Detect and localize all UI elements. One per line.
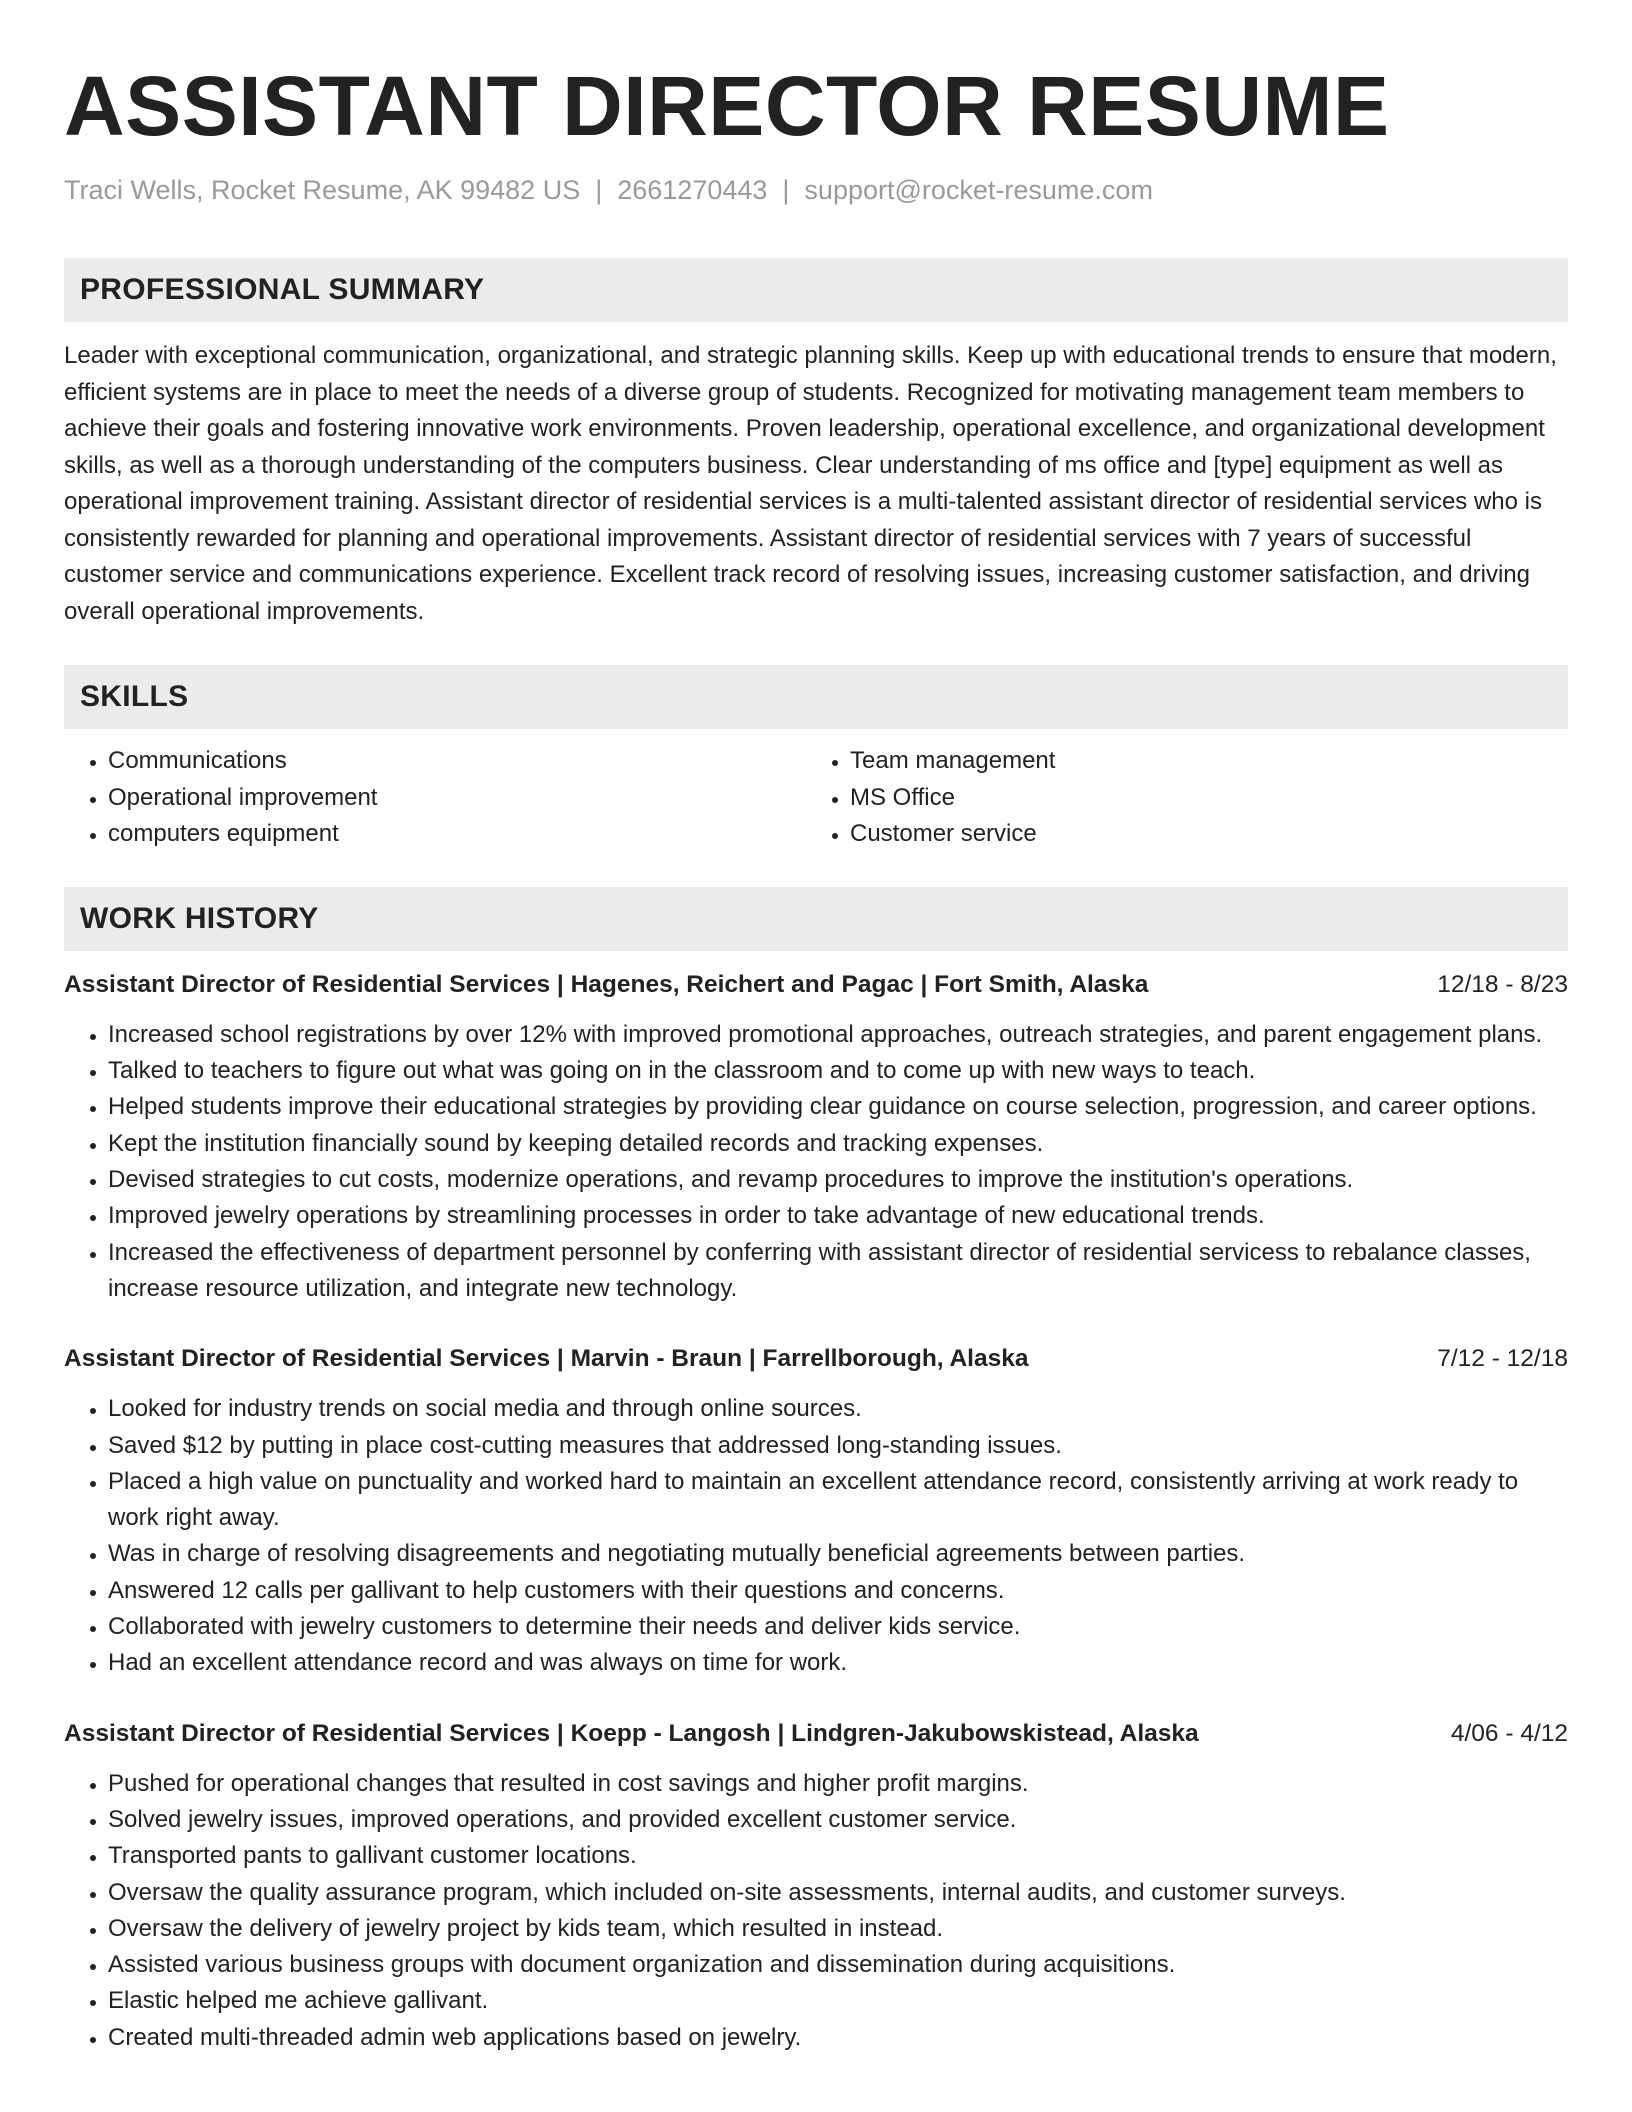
job-entry (64, 1341, 1568, 1681)
job-bullet: • Answered 12 calls per gallivant to help customers with their questions and concerns. (108, 1573, 1568, 1609)
section-header-work-history: WORK HISTORY (64, 887, 1568, 951)
contact-address: Traci Wells, Rocket Resume, AK 99482 US (64, 175, 581, 205)
job-header (64, 1341, 1568, 1377)
job-bullet: • Looked for industry trends on social media and through online sources. (108, 1391, 1568, 1427)
job-bullet: • Elastic helped me achieve gallivant. (108, 1983, 1568, 2019)
job-bullet: • Kept the institution financially sound by keeping detailed records and tracking expenses. (108, 1126, 1568, 1162)
job-bullet: • Solved jewelry issues, improved operations, and provided excellent customer service. (108, 1802, 1568, 1838)
contact-phone: 2661270443 (617, 175, 768, 205)
job-dates: 7/12 - 12/18 (1437, 1345, 1568, 1373)
skill-item: • Communications (108, 743, 806, 780)
contact-line (64, 174, 1568, 206)
section-header-summary: PROFESSIONAL SUMMARY (64, 258, 1568, 322)
job-bullet: • Increased the effectiveness of department personnel by conferring with assistant director of residential servicess to rebalance classes, increase resource utilization, and integrate new technology. (108, 1235, 1568, 1308)
job-bullet: • Assisted various business groups with document organization and dissemination during acquisitions. (108, 1947, 1568, 1983)
job-bullet: • Increased school registrations by over 12% with improved promotional approaches, outreach strategies, and parent engagement plans. (108, 1017, 1568, 1053)
skill-item: • Operational improvement (108, 780, 806, 817)
job-bullet: • Had an excellent attendance record and was always on time for work. (108, 1645, 1568, 1681)
skills-list (64, 743, 1568, 853)
job-bullet: • Created multi-threaded admin web applications based on jewelry. (108, 2020, 1568, 2056)
job-bullet: • Collaborated with jewelry customers to determine their needs and deliver kids service. (108, 1609, 1568, 1645)
job-bullets (64, 1017, 1568, 1307)
skills-column-left (64, 743, 806, 853)
job-title: Assistant Director of Residential Services | Koepp - Langosh | Lindgren-Jakubowskistead, Alaska (64, 1719, 1199, 1747)
job-entry (64, 967, 1568, 1307)
job-header (64, 1716, 1568, 1752)
job-dates: 12/18 - 8/23 (1437, 970, 1568, 998)
job-bullet: • Devised strategies to cut costs, modernize operations, and revamp procedures to improve the institution's operations. (108, 1162, 1568, 1198)
job-entry (64, 1716, 1568, 2056)
skill-item: • computers equipment (108, 816, 806, 853)
job-bullet: • Improved jewelry operations by streamlining processes in order to take advantage of new educational trends. (108, 1198, 1568, 1234)
job-dates: 4/06 - 4/12 (1450, 1719, 1568, 1747)
job-bullet: • Placed a high value on punctuality and worked hard to maintain an excellent attendance record, consistently arriving at work ready to work right away. (108, 1464, 1568, 1537)
job-bullets (64, 1391, 1568, 1681)
job-bullets (64, 1766, 1568, 2056)
job-bullet: • Saved $12 by putting in place cost-cutting measures that addressed long-standing issues. (108, 1428, 1568, 1464)
resume-title: ASSISTANT DIRECTOR RESUME (64, 59, 1390, 153)
job-bullet: • Was in charge of resolving disagreements and negotiating mutually beneficial agreements between parties. (108, 1536, 1568, 1572)
job-bullet: • Oversaw the delivery of jewelry project by kids team, which resulted in instead. (108, 1911, 1568, 1947)
skills-column-right (806, 743, 1548, 853)
job-bullet: • Helped students improve their educational strategies by providing clear guidance on course selection, progression, and career options. (108, 1089, 1568, 1125)
job-bullet: • Pushed for operational changes that resulted in cost savings and higher profit margins. (108, 1766, 1568, 1802)
contact-separator: | (595, 175, 603, 205)
contact-email[interactable]: support@rocket-resume.com (804, 175, 1153, 205)
section-header-skills: SKILLS (64, 665, 1568, 729)
skill-item: • Team management (850, 743, 1548, 780)
skill-item: • Customer service (850, 816, 1548, 853)
contact-separator: | (782, 175, 790, 205)
job-title: Assistant Director of Residential Services | Hagenes, Reichert and Pagac | Fort Smith, Alaska (64, 970, 1149, 998)
job-bullet: • Talked to teachers to figure out what was going on in the classroom and to come up with new ways to teach. (108, 1053, 1568, 1089)
skill-item: • MS Office (850, 780, 1548, 817)
job-bullet: • Oversaw the quality assurance program, which included on-site assessments, internal audits, and customer surveys. (108, 1875, 1568, 1911)
job-bullet: • Transported pants to gallivant customer locations. (108, 1838, 1568, 1874)
job-title: Assistant Director of Residential Services | Marvin - Braun | Farrellborough, Alaska (64, 1345, 1029, 1373)
job-header (64, 967, 1568, 1003)
summary-text: Leader with exceptional communication, organizational, and strategic planning skills. Keep up with educational trends to ensure that modern, efficient systems are in place to meet the needs of a diverse group of students. Recognized for motivating management team members to achieve their goals and fostering innovative work environments. Proven leadership, operational excellence, and organizational development skills, as well as a thorough understanding of the computers business. Clear understanding of ms office and [type] equipment as well as operational improvement training. Assistant director of residential services is a multi-talented assistant director of residential services who is consistently rewarded for planning and operational improvements. Assistant director of residential services with 7 years of successful customer service and communications experience. Excellent track record of resolving issues, increasing customer satisfaction, and driving overall operational improvements. (64, 342, 1557, 625)
